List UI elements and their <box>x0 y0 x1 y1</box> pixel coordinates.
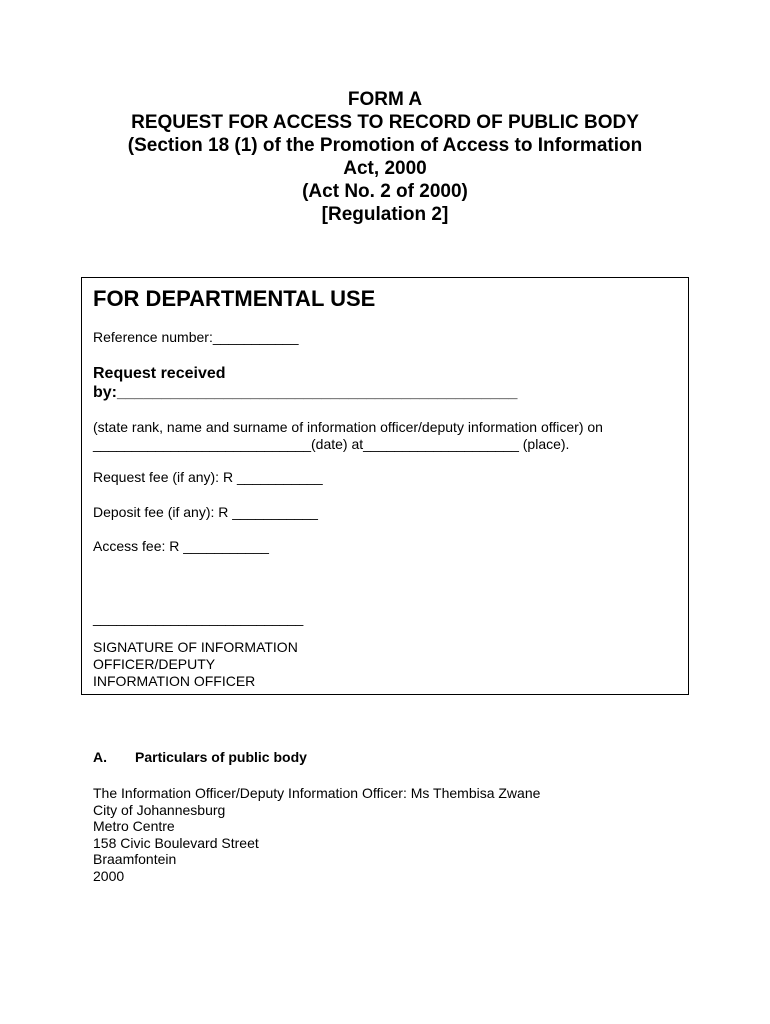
address-line: The Information Officer/Deputy Information Officer: Ms Thembisa Zwane <box>93 785 541 801</box>
departmental-use-box <box>81 277 689 695</box>
deposit-fee-field[interactable]: Deposit fee (if any): R ___________ <box>93 504 318 520</box>
address-line: 158 Civic Boulevard Street <box>93 834 259 851</box>
address-line: City of Johannesburg <box>93 801 226 818</box>
section-letter: A. <box>93 749 107 765</box>
address-line: Metro Centre <box>93 818 175 834</box>
officer-instruction-line1: (state rank, name and surname of information officer/deputy information officer) on <box>93 419 603 435</box>
section-reference-line2: Act, 2000 <box>343 158 427 179</box>
access-fee-field[interactable]: Access fee: R ___________ <box>93 538 269 554</box>
departmental-use-heading: FOR DEPARTMENTAL USE <box>93 286 376 311</box>
public-body-address <box>93 785 540 884</box>
signature-line[interactable]: ___________________________ <box>93 610 304 626</box>
reference-number-field[interactable]: Reference number:___________ <box>93 329 299 345</box>
section-a-heading <box>93 749 307 765</box>
signature-caption <box>93 639 298 690</box>
date-place-fields[interactable]: ____________________________(date) at____________________ (place). <box>93 436 570 452</box>
signature-caption-line: INFORMATION OFFICER <box>93 673 256 689</box>
address-line: 2000 <box>93 867 125 884</box>
request-received-label: Request received <box>93 365 226 382</box>
regulation-reference: [Regulation 2] <box>321 204 449 225</box>
act-number: (Act No. 2 of 2000) <box>302 181 468 202</box>
form-title-block <box>0 88 770 226</box>
officer-instruction-text <box>93 419 603 453</box>
request-received-by-line: by:_____________________________________________ <box>93 384 518 401</box>
section-reference-line1: (Section 18 (1) of the Promotion of Access to Information <box>127 135 643 156</box>
signature-caption-line: OFFICER/DEPUTY <box>93 656 216 672</box>
address-line: Braamfontein <box>93 851 177 867</box>
form-title: REQUEST FOR ACCESS TO RECORD OF PUBLIC BODY <box>131 112 639 133</box>
request-received-by-field[interactable] <box>93 364 517 402</box>
form-label: FORM A <box>347 89 423 110</box>
signature-caption-line: SIGNATURE OF INFORMATION <box>93 639 298 655</box>
request-fee-field[interactable]: Request fee (if any): R ___________ <box>93 469 323 485</box>
section-title: Particulars of public body <box>135 749 307 765</box>
